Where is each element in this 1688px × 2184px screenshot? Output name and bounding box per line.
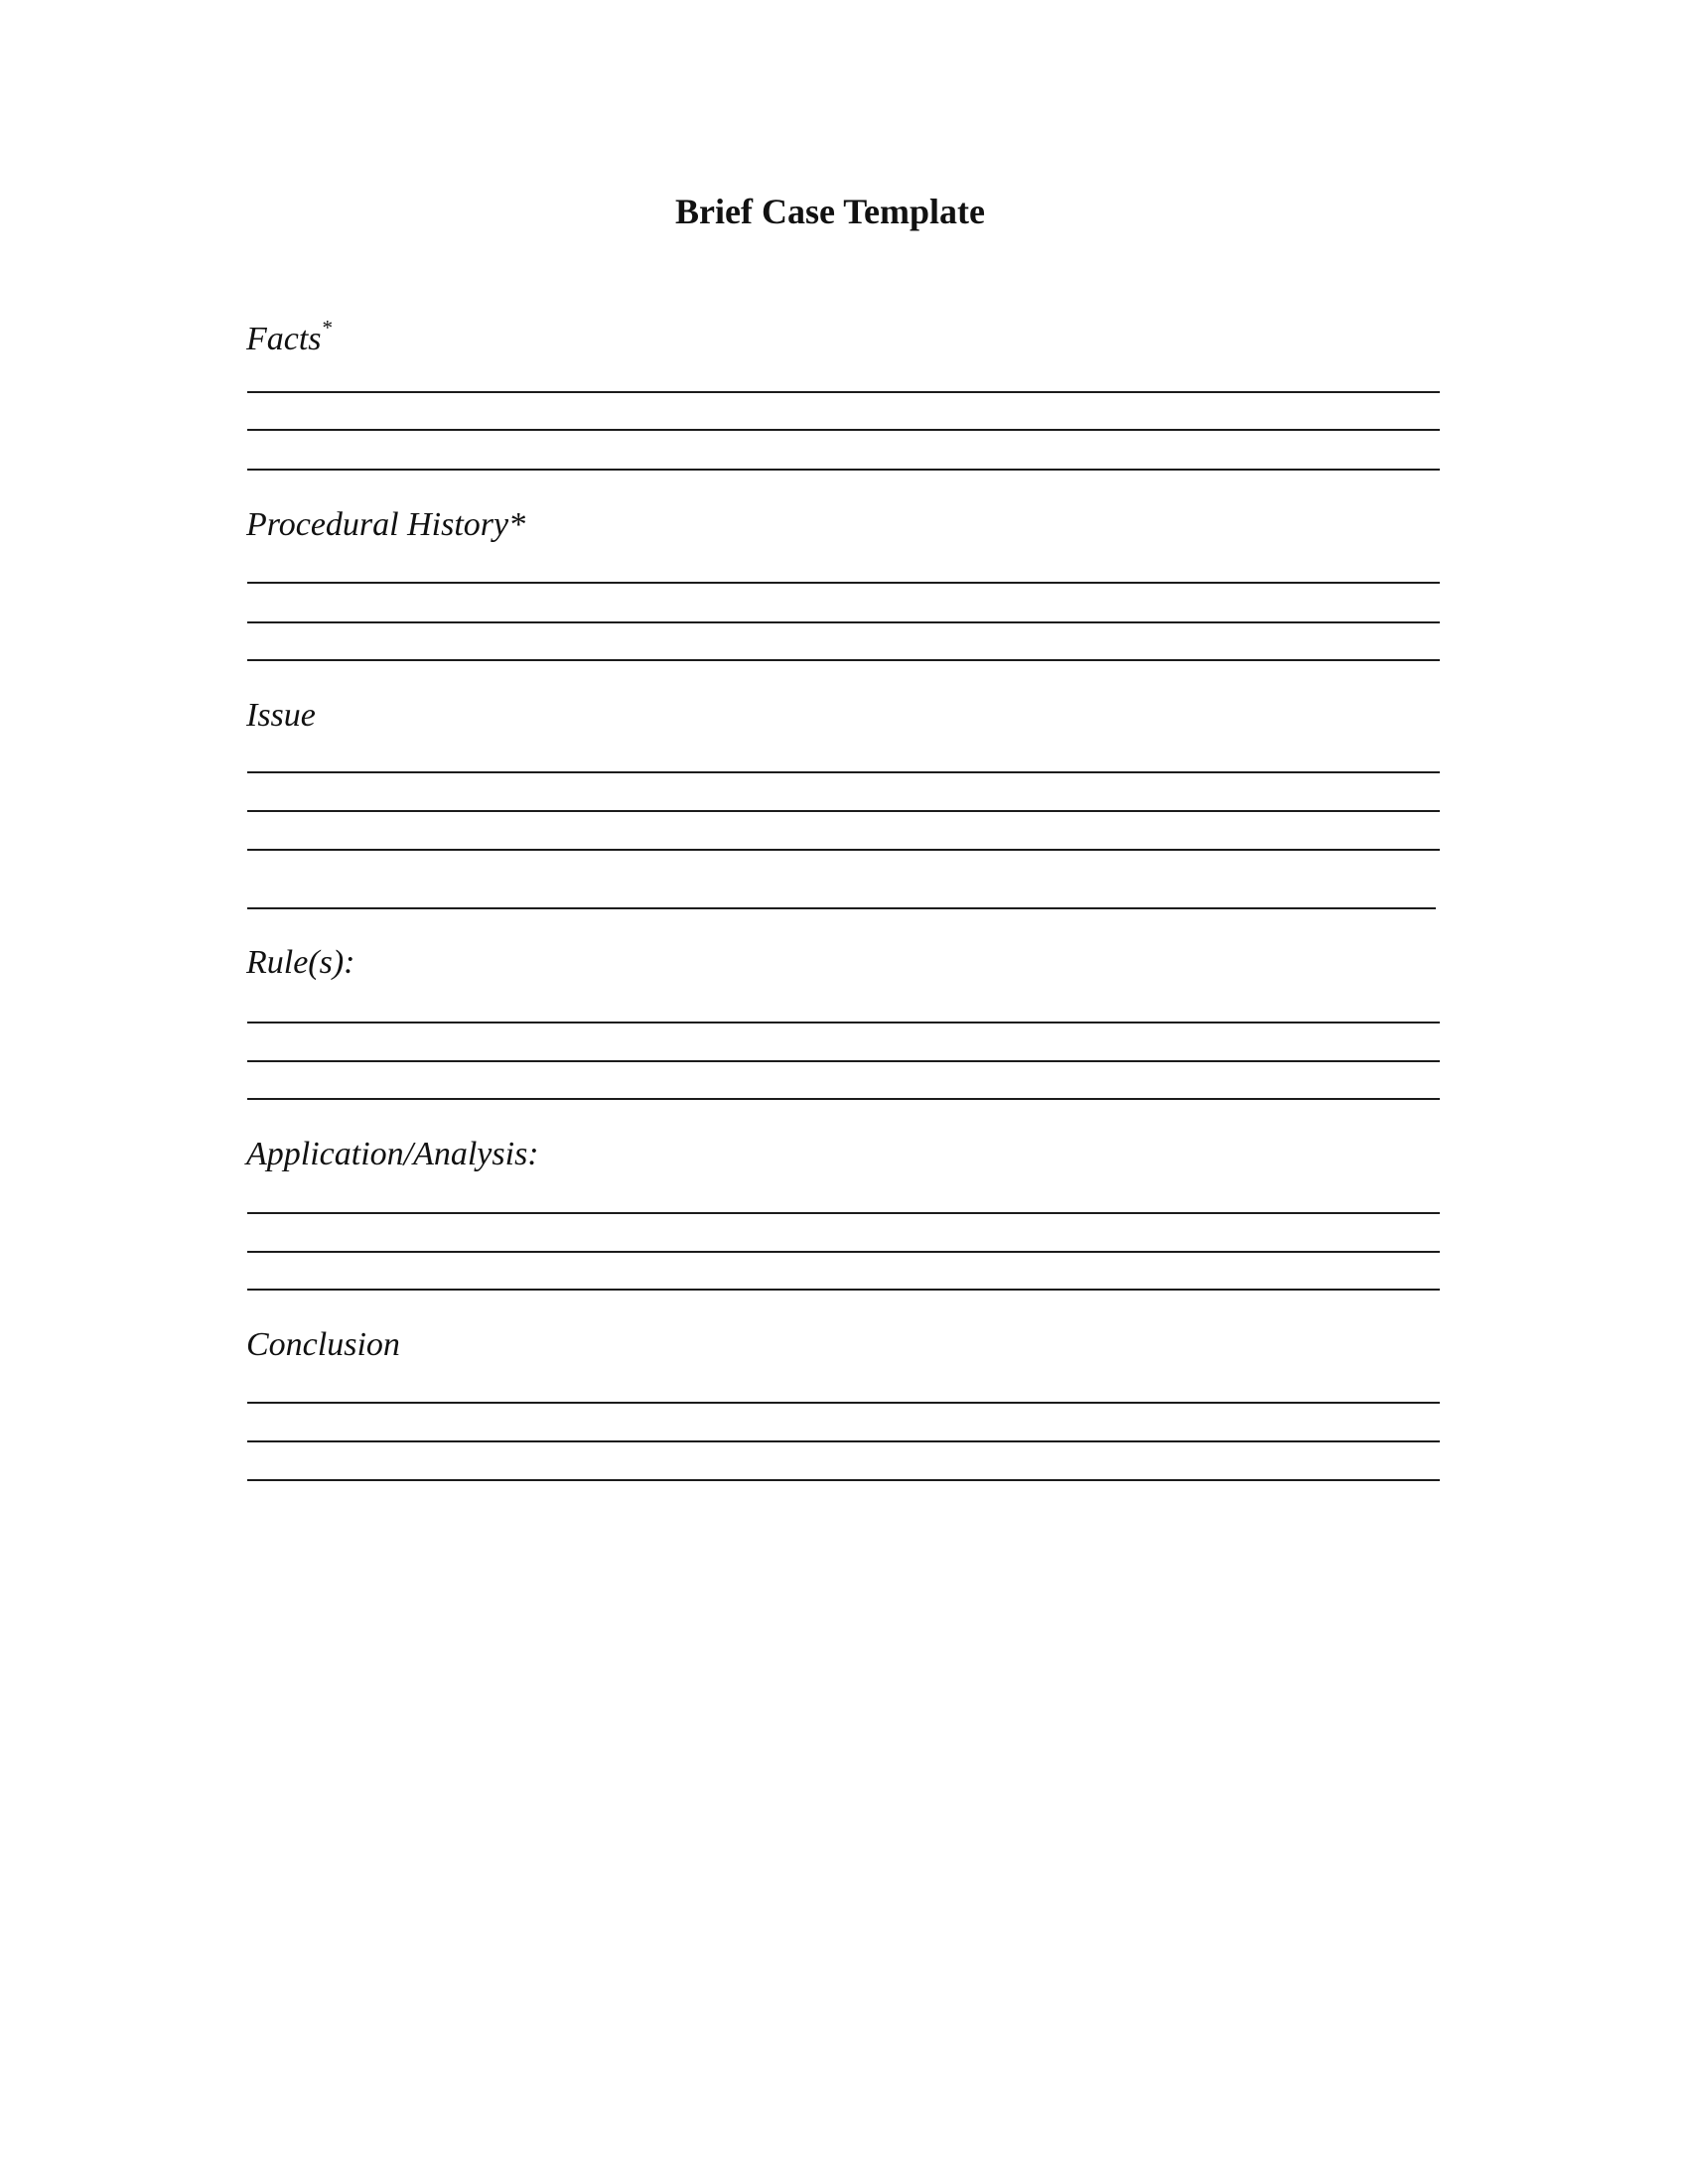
section-label-application-analysis: Application/Analysis: xyxy=(246,1136,539,1172)
section-label-rules: Rule(s): xyxy=(246,944,355,981)
blank-write-line xyxy=(247,1251,1440,1253)
blank-write-line xyxy=(247,659,1440,661)
blank-write-line xyxy=(247,469,1440,471)
section-heading-rules xyxy=(246,946,355,980)
blank-write-line xyxy=(247,1212,1440,1214)
section-heading-application-analysis xyxy=(246,1138,539,1171)
blank-write-line xyxy=(247,1479,1440,1481)
blank-write-line xyxy=(247,1440,1440,1442)
blank-write-line xyxy=(247,810,1440,812)
section-heading-issue xyxy=(246,699,316,733)
section-heading-conclusion xyxy=(246,1328,400,1362)
section-label-procedural-history: Procedural History* xyxy=(246,506,526,543)
blank-write-line xyxy=(247,1402,1440,1404)
blank-write-line xyxy=(247,907,1436,909)
section-label-issue: Issue xyxy=(246,697,316,734)
blank-write-line xyxy=(247,1022,1440,1024)
section-label-facts: Facts xyxy=(246,321,322,357)
section-label-conclusion: Conclusion xyxy=(246,1326,400,1363)
page-title: Brief Case Template xyxy=(675,192,985,231)
blank-write-line xyxy=(247,849,1440,851)
section-heading-procedural-history xyxy=(246,508,525,542)
blank-write-line xyxy=(247,429,1440,431)
blank-write-line xyxy=(247,1060,1440,1062)
footnote-asterisk: * xyxy=(321,316,333,340)
blank-write-line xyxy=(247,1098,1440,1100)
section-heading-facts xyxy=(246,316,333,357)
blank-write-line xyxy=(247,621,1440,623)
blank-write-line xyxy=(247,582,1440,584)
blank-write-line xyxy=(247,1289,1440,1291)
blank-write-line xyxy=(247,771,1440,773)
blank-write-line xyxy=(247,391,1440,393)
